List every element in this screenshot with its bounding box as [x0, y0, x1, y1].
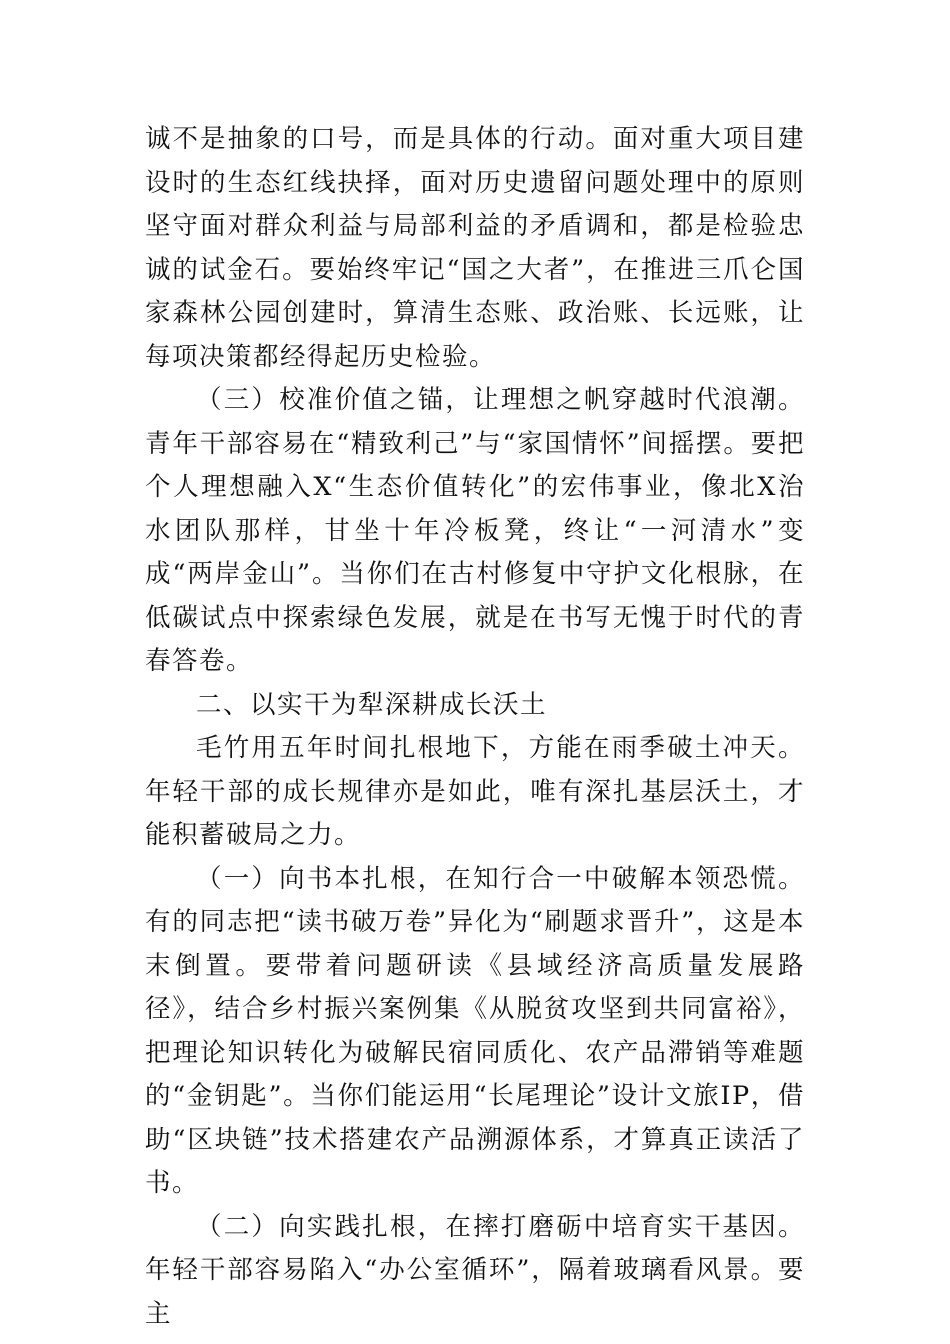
- paragraph-subsection-2: （二）向实践扎根，在摔打磨砺中培育实干基因。年轻干部容易陷入“办公室循环”，隔着玻璃看风景。要主: [145, 1211, 805, 1329]
- paragraph-section-3: （三）校准价值之锚，让理想之帆穿越时代浪潮。青年干部容易在“精致利己”与“家国情怀”间摇摆。要把个人理想融入X“生态价值转化”的宏伟事业，像北X治水团队那样，甘坐十年冷板凳，终让“一河清水”变成“两岸金山”。当你们在古村修复中守护文化根脉，在低碳试点中探索绿色发展，就是在书写无愧于时代的青春答卷。: [145, 385, 805, 676]
- document-body: [145, 118, 805, 1336]
- paragraph-subsection-1: （一）向书本扎根，在知行合一中破解本领恐慌。有的同志把“读书破万卷”异化为“刷题求晋升”，这是本末倒置。要带着问题研读《县域经济高质量发展路径》，结合乡村振兴案例集《从脱贫攻坚到共同富裕》，把理论知识转化为破解民宿同质化、农产品滞销等难题的“金钥匙”。当你们能运用“长尾理论”设计文旅IP，借助“区块链”技术搭建农产品溯源体系，才算真正读活了书。: [145, 863, 805, 1198]
- paragraph-continuation: 诚不是抽象的口号，而是具体的行动。面对重大项目建设时的生态红线抉择，面对历史遗留问题处理中的原则坚守面对群众利益与局部利益的矛盾调和，都是检验忠诚的试金石。要始终牢记“国之大者”，在推进三爪仑国家森林公园创建时，算清生态账、政治账、长远账，让每项决策都经得起历史检验。: [145, 124, 805, 372]
- section-heading: 二、以实干为犁深耕成长沃土: [196, 689, 548, 720]
- paragraph-intro: 毛竹用五年时间扎根地下，方能在雨季破土冲天。年轻干部的成长规律亦是如此，唯有深扎基层沃土，才能积蓄破局之力。: [145, 733, 805, 850]
